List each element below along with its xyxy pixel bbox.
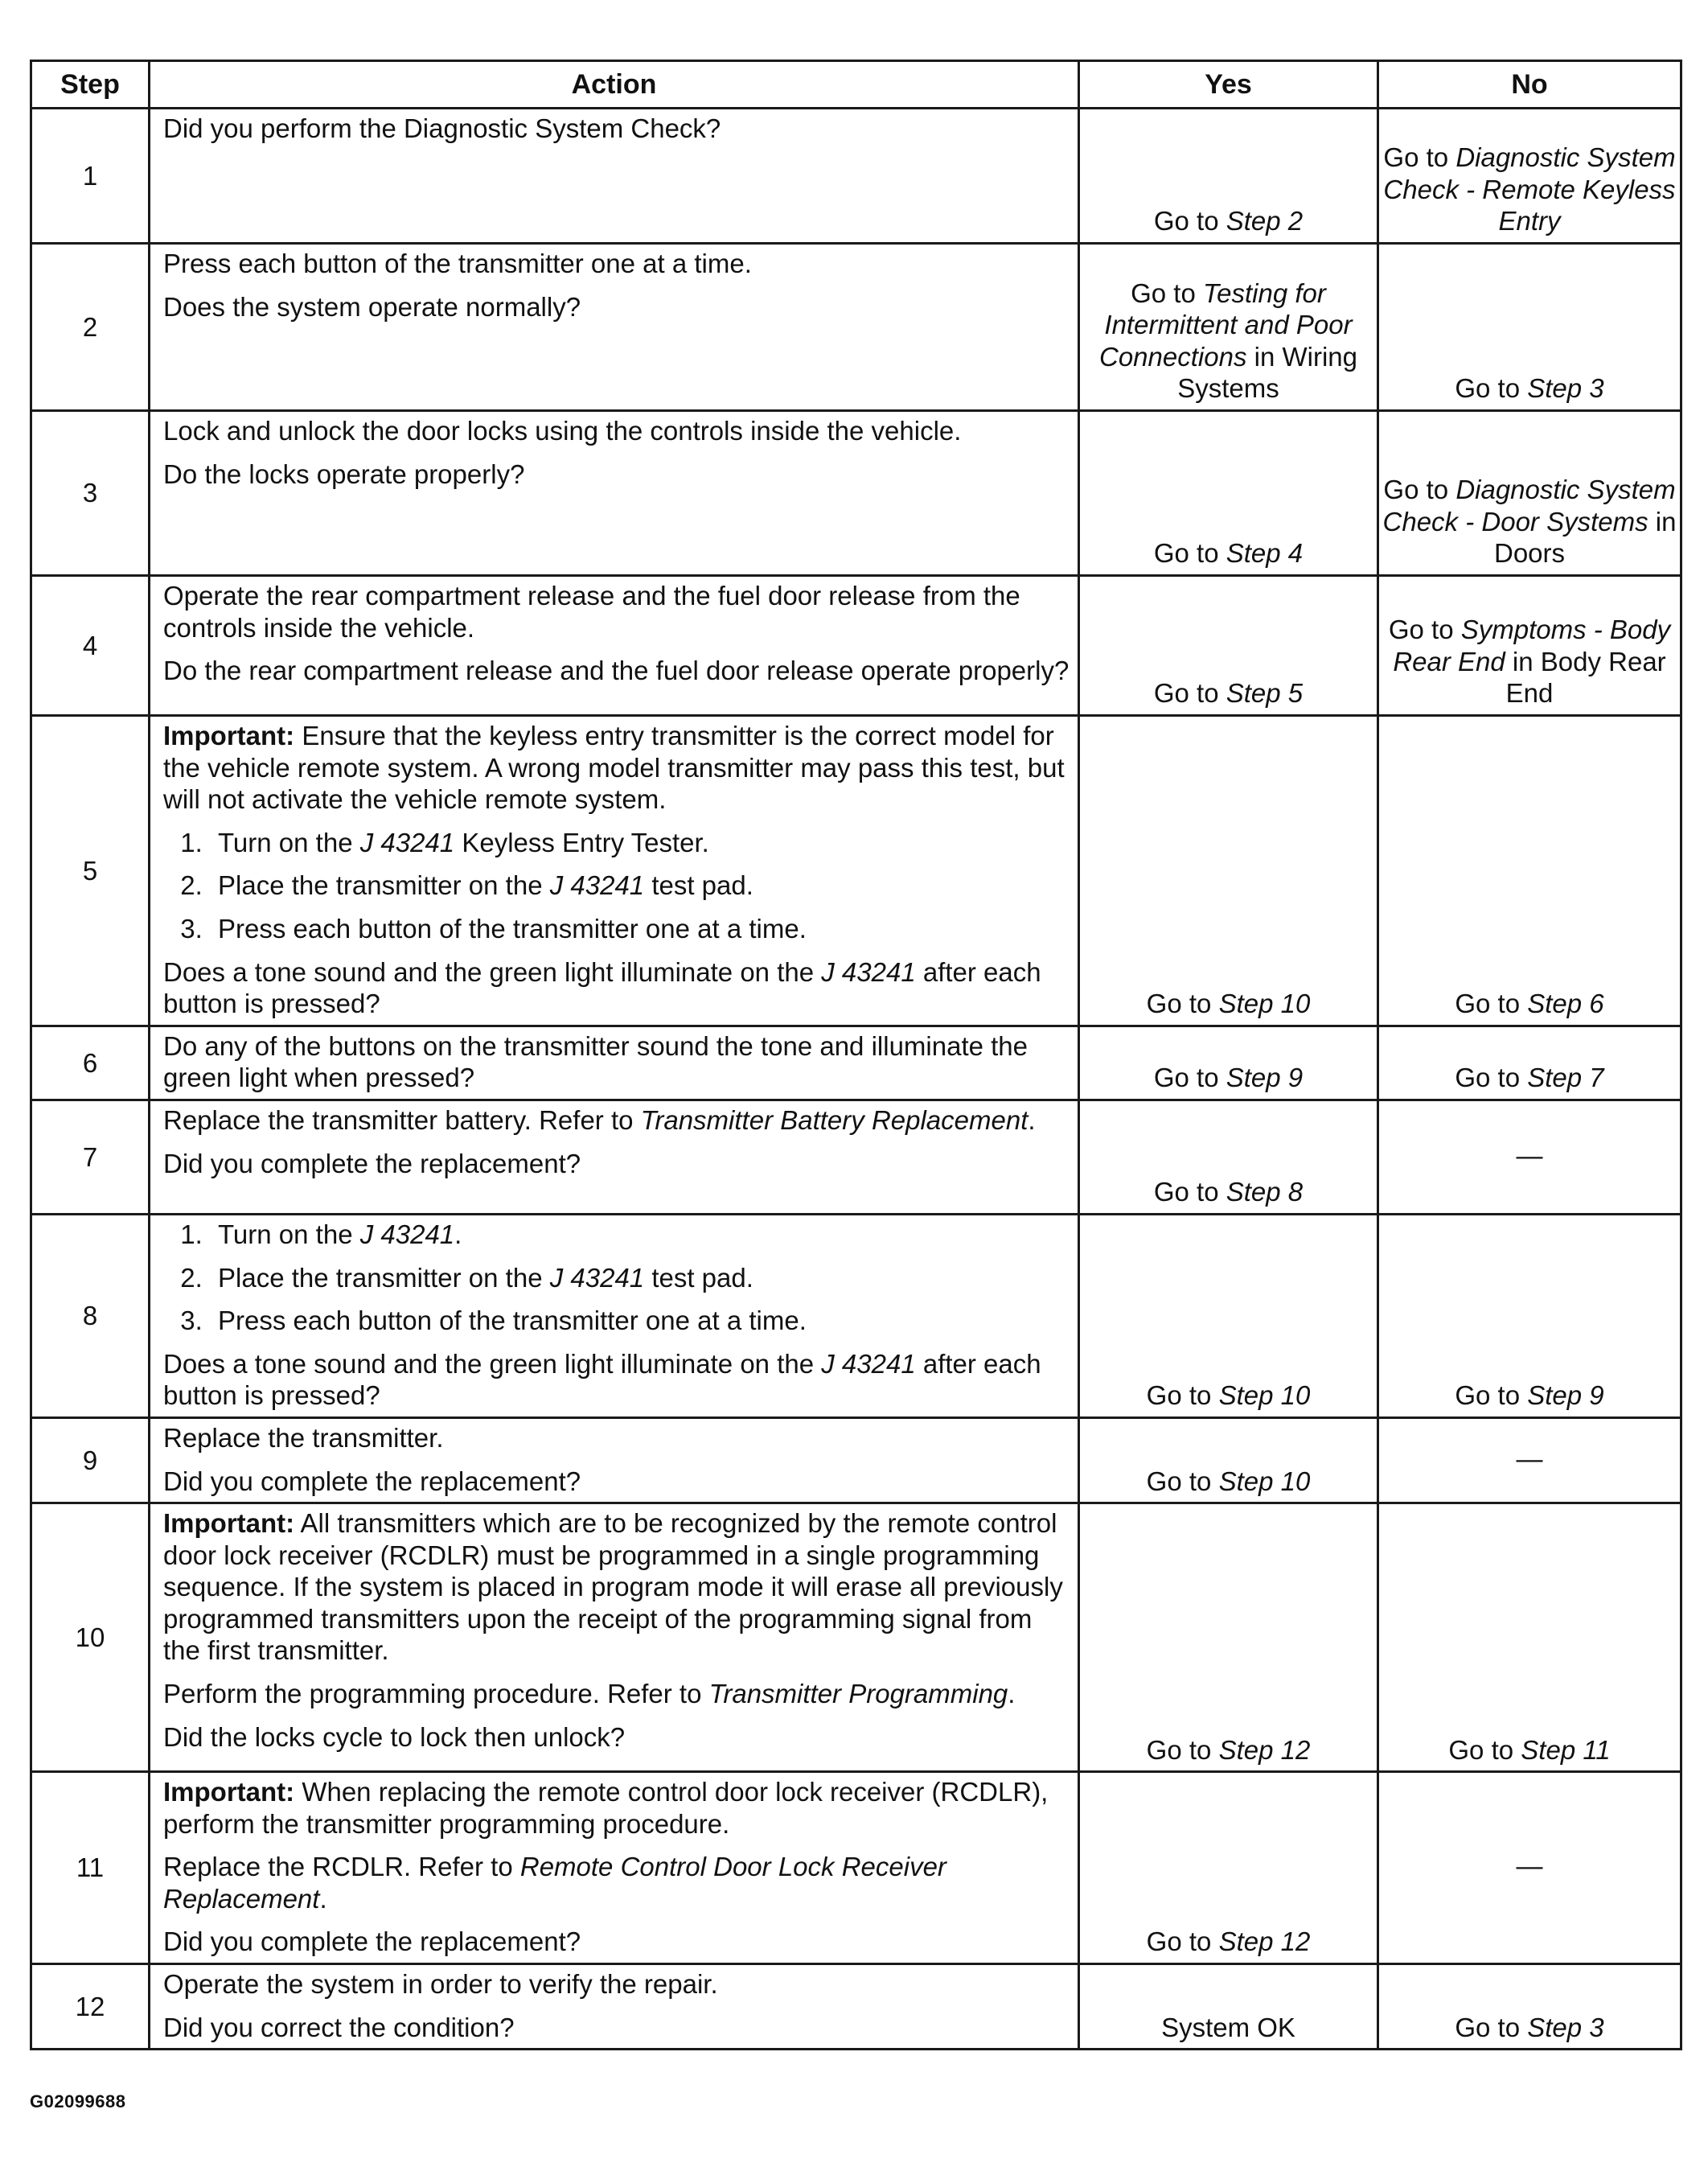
- text-run: after each button is pressed?: [163, 1348, 1041, 1411]
- no-cell: [1378, 1214, 1681, 1417]
- table-row: [31, 1214, 1681, 1417]
- text-run: Go to: [1146, 1734, 1219, 1765]
- reference-text: J 43241: [549, 1262, 645, 1293]
- step-number: 3: [31, 411, 150, 576]
- no-cell: [1378, 576, 1681, 716]
- header-yes: Yes: [1079, 61, 1378, 109]
- text-run: Press each button of the transmitter one at a time.: [218, 1305, 807, 1336]
- yes-cell: [1079, 1503, 1378, 1772]
- action-cell: [150, 576, 1079, 716]
- step-number: 8: [31, 1214, 150, 1417]
- text-run: —: [1516, 1851, 1543, 1881]
- text-run: Go to: [1455, 373, 1528, 404]
- reference-text: Remote Control Door Lock Receiver Replacement: [163, 1852, 946, 1914]
- text-run: Place the transmitter on the: [218, 870, 550, 901]
- header-row: [31, 61, 1681, 109]
- step-number: 7: [31, 1100, 150, 1214]
- no-cell: [1378, 716, 1681, 1026]
- table-row: [31, 1417, 1681, 1503]
- step-number: 1: [31, 109, 150, 244]
- action-paragraph: [163, 1030, 1070, 1094]
- action-paragraph: [163, 1148, 1070, 1180]
- procedure-list: [163, 827, 1070, 945]
- text-run: Did you perform the Diagnostic System Check?: [163, 113, 721, 143]
- reference-text: Step 10: [1218, 989, 1311, 1019]
- text-run: Go to: [1153, 538, 1226, 569]
- text-run: —: [1516, 1140, 1543, 1170]
- procedure-step: [210, 1219, 1070, 1251]
- no-cell: [1378, 1964, 1681, 2050]
- yes-cell: [1079, 411, 1378, 576]
- action-paragraph: [163, 1721, 1070, 1754]
- reference-text: Transmitter Battery Replacement: [640, 1104, 1028, 1135]
- text-run: .: [319, 1883, 327, 1914]
- yes-cell: [1079, 1772, 1378, 1964]
- reference-text: Diagnostic System Check - Remote Keyless Entry: [1383, 142, 1676, 236]
- text-run: Did you complete the replacement?: [163, 1148, 581, 1178]
- action-paragraph: [163, 1104, 1070, 1137]
- action-cell: [150, 109, 1079, 244]
- reference-text: Step 5: [1226, 678, 1304, 709]
- action-paragraph: [163, 720, 1070, 816]
- procedure-step: [210, 1305, 1070, 1337]
- text-run: Turn on the: [218, 827, 360, 857]
- text-run: in Doors: [1493, 506, 1677, 569]
- table-body: [31, 109, 1681, 2050]
- step-number: 4: [31, 576, 150, 716]
- text-run: Press each button of the transmitter one at a time.: [163, 249, 752, 278]
- no-cell: [1378, 244, 1681, 411]
- reference-text: J 43241: [359, 827, 455, 857]
- action-cell: [150, 244, 1079, 411]
- header-step: Step: [31, 61, 150, 109]
- text-run: Replace the transmitter.: [163, 1422, 444, 1453]
- yes-cell: [1079, 244, 1378, 411]
- step-number: 2: [31, 244, 150, 411]
- action-paragraph: [163, 291, 1070, 323]
- text-run: Go to: [1146, 1926, 1219, 1957]
- yes-cell: [1079, 1026, 1378, 1100]
- action-cell: [150, 1417, 1079, 1503]
- text-run: Go to: [1455, 2012, 1528, 2042]
- figure-id: G02099688: [30, 2091, 126, 2111]
- no-cell: [1378, 1503, 1681, 1772]
- reference-text: J 43241: [549, 870, 645, 901]
- yes-cell: [1079, 1100, 1378, 1214]
- text-run: Go to: [1146, 1466, 1219, 1496]
- text-run: Go to: [1448, 1734, 1521, 1765]
- action-paragraph: [163, 580, 1070, 643]
- no-cell: [1378, 411, 1681, 576]
- text-run: Go to: [1131, 278, 1203, 308]
- important-label: Important:: [163, 721, 295, 750]
- action-paragraph: [163, 248, 1070, 280]
- no-cell: [1378, 1772, 1681, 1964]
- action-paragraph: [163, 113, 1070, 145]
- header-action: Action: [150, 61, 1079, 109]
- table-row: [31, 576, 1681, 716]
- reference-text: Diagnostic System Check - Door Systems: [1382, 475, 1676, 537]
- important-label: Important:: [163, 1777, 295, 1807]
- procedure-step: [210, 870, 1070, 902]
- step-number: 10: [31, 1503, 150, 1772]
- yes-cell: [1079, 576, 1378, 716]
- yes-cell: [1079, 1417, 1378, 1503]
- text-run: test pad.: [644, 1262, 753, 1293]
- text-run: When replacing the remote control door lock receiver (RCDLR), perform the transmitter programming procedure.: [163, 1777, 1049, 1839]
- text-run: Go to: [1383, 475, 1456, 505]
- action-paragraph: [163, 2012, 1070, 2044]
- table-row: [31, 109, 1681, 244]
- table-row: [31, 1100, 1681, 1214]
- reference-text: J 43241: [821, 1348, 916, 1379]
- reference-text: Step 12: [1218, 1734, 1311, 1765]
- step-number: 9: [31, 1417, 150, 1503]
- text-run: —: [1516, 1443, 1543, 1474]
- action-paragraph: [163, 1968, 1070, 2000]
- reference-text: Testing for Intermittent and Poor Connections: [1099, 278, 1353, 372]
- important-label: Important:: [163, 1508, 295, 1539]
- reference-text: Step 8: [1226, 1177, 1304, 1207]
- reference-text: Step 6: [1527, 989, 1604, 1019]
- text-run: System OK: [1161, 2012, 1295, 2042]
- text-run: .: [1028, 1104, 1036, 1135]
- text-run: Go to: [1388, 615, 1461, 645]
- text-run: Go to: [1153, 1177, 1226, 1207]
- table-row: [31, 244, 1681, 411]
- action-cell: [150, 1503, 1079, 1772]
- step-number: 6: [31, 1026, 150, 1100]
- text-run: Go to: [1153, 1063, 1226, 1093]
- action-cell: [150, 1100, 1079, 1214]
- reference-text: Step 12: [1218, 1926, 1311, 1957]
- text-run: Do the rear compartment release and the fuel door release operate properly?: [163, 656, 1070, 686]
- action-paragraph: [163, 1422, 1070, 1454]
- action-cell: [150, 1214, 1079, 1417]
- action-paragraph: [163, 415, 1070, 447]
- text-run: Go to: [1455, 989, 1528, 1019]
- step-number: 5: [31, 716, 150, 1026]
- reference-text: Step 2: [1226, 206, 1304, 236]
- reference-text: Step 10: [1218, 1466, 1311, 1496]
- procedure-step: [210, 913, 1070, 945]
- reference-text: Step 7: [1527, 1063, 1604, 1093]
- text-run: Go to: [1153, 206, 1226, 236]
- reference-text: Transmitter Programming: [708, 1679, 1008, 1709]
- text-run: Turn on the: [218, 1219, 360, 1249]
- action-paragraph: [163, 655, 1070, 687]
- no-cell: [1378, 1417, 1681, 1503]
- reference-text: Step 3: [1527, 373, 1604, 404]
- text-run: Go to: [1455, 1380, 1528, 1411]
- no-cell: [1378, 1026, 1681, 1100]
- text-run: Does the system operate normally?: [163, 291, 581, 322]
- text-run: Does a tone sound and the green light illuminate on the: [163, 1348, 822, 1379]
- diagnostic-table: [30, 60, 1682, 2050]
- text-run: Replace the transmitter battery. Refer to: [163, 1104, 641, 1135]
- text-run: Operate the system in order to verify the repair.: [163, 1969, 718, 2000]
- step-number: 11: [31, 1772, 150, 1964]
- reference-text: Symptoms - Body Rear End: [1393, 615, 1671, 676]
- table-row: [31, 411, 1681, 576]
- text-run: Do the locks operate properly?: [163, 458, 525, 489]
- procedure-step: [210, 827, 1070, 859]
- text-run: .: [454, 1219, 462, 1249]
- text-run: Go to: [1383, 142, 1456, 173]
- reference-text: J 43241: [359, 1219, 455, 1249]
- text-run: Go to: [1455, 1063, 1528, 1093]
- action-cell: [150, 1026, 1079, 1100]
- step-number: 12: [31, 1964, 150, 2050]
- text-run: Did you correct the condition?: [163, 2012, 515, 2042]
- action-paragraph: [163, 1851, 1070, 1914]
- text-run: Lock and unlock the door locks using the controls inside the vehicle.: [163, 416, 962, 446]
- text-run: test pad.: [644, 870, 753, 901]
- text-run: Operate the rear compartment release and the fuel door release from the controls inside the vehicle.: [163, 581, 1020, 643]
- text-run: Keyless Entry Tester.: [454, 827, 709, 857]
- reference-text: Step 10: [1218, 1380, 1311, 1411]
- text-run: Did you complete the replacement?: [163, 1466, 581, 1496]
- text-run: in Wiring Systems: [1177, 341, 1357, 404]
- table-row: [31, 1772, 1681, 1964]
- text-run: Go to: [1146, 1380, 1219, 1411]
- action-paragraph: [163, 458, 1070, 491]
- reference-text: Step 9: [1527, 1380, 1604, 1411]
- action-paragraph: [163, 1678, 1070, 1710]
- action-paragraph: [163, 1926, 1070, 1958]
- action-paragraph: [163, 1776, 1070, 1840]
- text-run: in Body Rear End: [1505, 646, 1666, 709]
- action-paragraph: [163, 956, 1070, 1020]
- text-run: Did the locks cycle to lock then unlock?: [163, 1721, 626, 1752]
- text-run: Go to: [1153, 678, 1226, 709]
- text-run: Replace the RCDLR. Refer to: [163, 1852, 520, 1882]
- text-run: Does a tone sound and the green light illuminate on the: [163, 956, 822, 987]
- action-paragraph: [163, 1348, 1070, 1412]
- text-run: All transmitters which are to be recognized by the remote control door lock receiver (RCDLR) must be programmed in a single programming sequence. If the system is placed in program mode it will erase all previously programmed transmitters upon the receipt of the programming signal from the first transmitter.: [163, 1508, 1063, 1666]
- table-row: [31, 716, 1681, 1026]
- text-run: Do any of the buttons on the transmitter sound the tone and illuminate the green light when pressed?: [163, 1030, 1028, 1093]
- reference-text: J 43241: [821, 956, 916, 987]
- reference-text: Step 3: [1527, 2012, 1604, 2042]
- text-run: Did you complete the replacement?: [163, 1926, 581, 1957]
- table-row: [31, 1503, 1681, 1772]
- reference-text: Step 4: [1226, 538, 1304, 569]
- text-run: .: [1008, 1679, 1016, 1709]
- reference-text: Step 11: [1521, 1734, 1611, 1765]
- header-no: No: [1378, 61, 1681, 109]
- yes-cell: [1079, 109, 1378, 244]
- action-paragraph: [163, 1466, 1070, 1498]
- text-run: Ensure that the keyless entry transmitter is the correct model for the vehicle remote system. A wrong model transmitter may pass this test, but will not activate the vehicle remote system.: [163, 721, 1065, 815]
- table-row: [31, 1026, 1681, 1100]
- no-cell: [1378, 1100, 1681, 1214]
- text-run: Go to: [1146, 989, 1219, 1019]
- text-run: after each button is pressed?: [163, 956, 1041, 1019]
- reference-text: Step 9: [1226, 1063, 1304, 1093]
- text-run: Perform the programming procedure. Refer to: [163, 1679, 709, 1709]
- procedure-step: [210, 1262, 1070, 1294]
- action-cell: [150, 716, 1079, 1026]
- action-cell: [150, 1772, 1079, 1964]
- yes-cell: [1079, 1214, 1378, 1417]
- yes-cell: [1079, 716, 1378, 1026]
- text-run: Press each button of the transmitter one at a time.: [218, 913, 807, 944]
- action-cell: [150, 1964, 1079, 2050]
- table-row: [31, 1964, 1681, 2050]
- yes-cell: [1079, 1964, 1378, 2050]
- procedure-list: [163, 1219, 1070, 1337]
- action-paragraph: [163, 1507, 1070, 1667]
- action-cell: [150, 411, 1079, 576]
- no-cell: [1378, 109, 1681, 244]
- text-run: Place the transmitter on the: [218, 1262, 550, 1293]
